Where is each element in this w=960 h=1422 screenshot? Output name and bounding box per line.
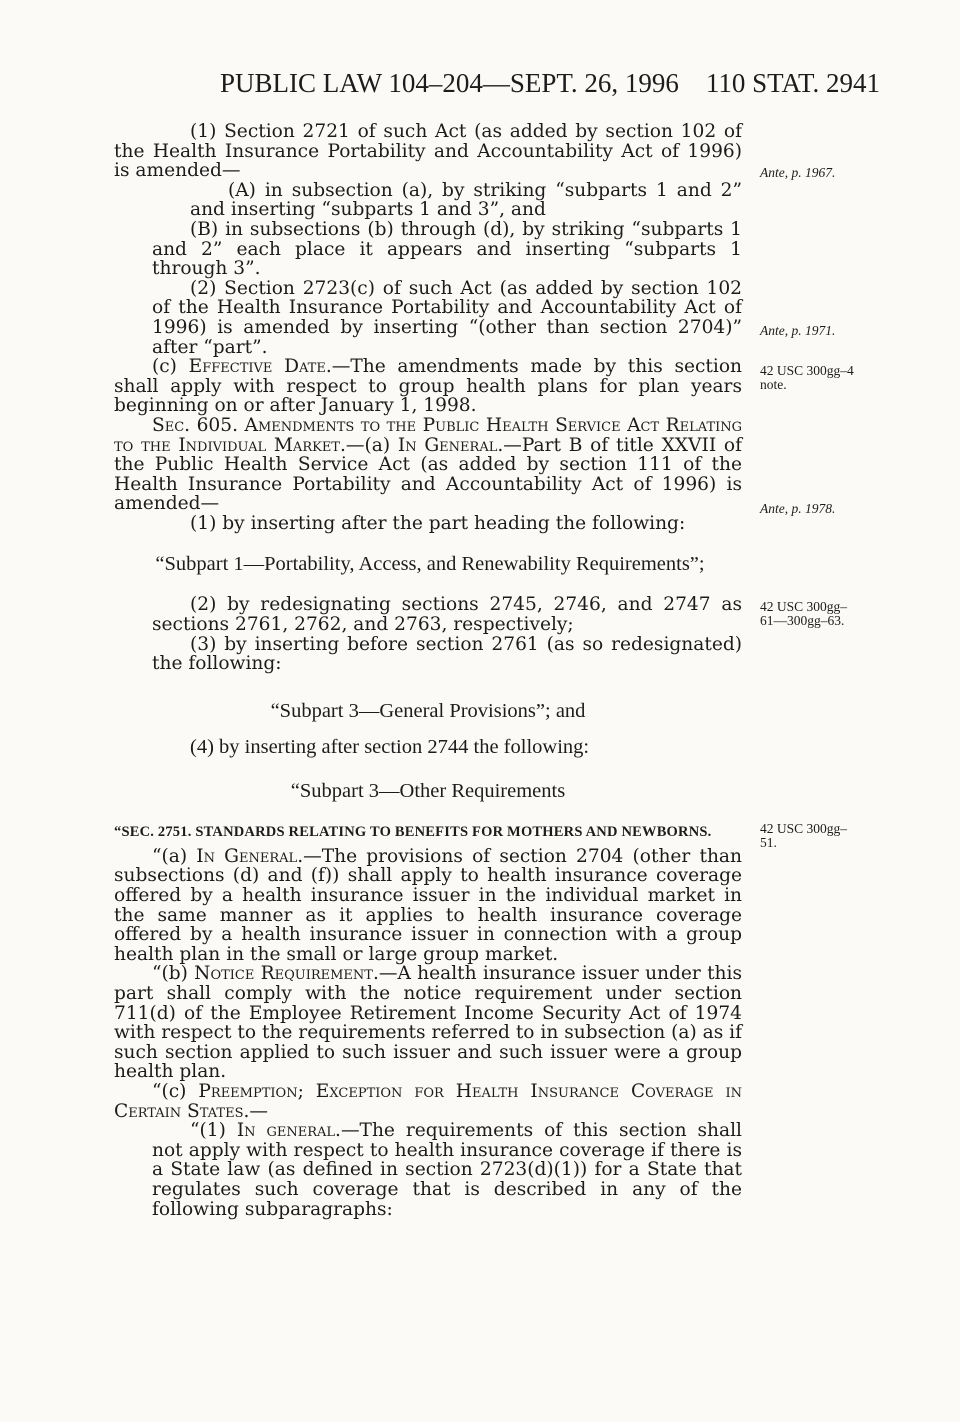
section-2751-heading: “SEC. 2751. STANDARDS RELATING TO BENEFITS FOR MOTHERS AND NEWBORNS. bbox=[114, 823, 712, 840]
item-3: (3) by inserting before section 2761 (as so redesignated) the following: bbox=[152, 633, 742, 675]
sec-2751-b-heading: Notice Requirement bbox=[194, 963, 373, 985]
header-title: PUBLIC LAW 104–204—SEPT. 26, 1996 bbox=[220, 68, 679, 98]
sec-2751-c-1-heading: In general bbox=[236, 1120, 336, 1142]
section-605-a-lead: .—(a) bbox=[339, 434, 398, 456]
subparagraph-1b: (B) in subsections (b) through (d), by striking “subparts 1 and 2” each place it appears and inserting “subparts 1 through 3”. bbox=[152, 218, 742, 280]
margin-note-ante-1971 bbox=[760, 324, 880, 338]
margin-note-text: 61—300gg–63. bbox=[760, 613, 845, 628]
section-605-a-heading: In General bbox=[397, 434, 498, 456]
item-1: (1) by inserting after the part heading the following: bbox=[190, 512, 686, 534]
margin-note-300gg-61 bbox=[760, 600, 880, 628]
sec-2751-c-tail: .— bbox=[243, 1100, 269, 1122]
section-605 bbox=[114, 416, 742, 514]
margin-note-300gg-4 bbox=[760, 364, 880, 392]
sec-2751-a-lead: “(a) bbox=[152, 845, 197, 867]
sec-2751-a-text: .—The provisions of section 2704 (other than subsections (d) and (f)) shall apply to health insurance coverage offered by a health insurance issuer in the individual market in the same manner as it applies to health insurance coverage offered by a health insurance issuer in connection with a group health plan in the small or large group market. bbox=[114, 845, 742, 965]
margin-note-text: Ante, p. 1978. bbox=[760, 501, 836, 516]
paragraph-1: (1) Section 2721 of such Act (as added by section 102 of the Health Insurance Portability and Accountability Act of 1996) is amended— bbox=[114, 121, 742, 182]
margin-note-text: 51. bbox=[760, 835, 777, 850]
margin-note-text: 42 USC 300gg–4 bbox=[760, 363, 854, 378]
sec-2751-a-heading: In General bbox=[196, 845, 298, 867]
subpart-3-general-provisions: “Subpart 3—General Provisions”; and bbox=[270, 699, 586, 722]
statute-body bbox=[114, 122, 742, 1219]
sec-2751-c-1-lead: “(1) bbox=[190, 1120, 237, 1142]
sec-2751-a bbox=[114, 847, 742, 965]
subsection-c-heading: Effective Date bbox=[188, 356, 326, 378]
sec-2751-c-1-text: .—The requirements of this section shall not apply with respect to health insurance coverage if there is a State law (as defined in section 2723(d)(1)) for a State that regulates such coverage that is described in any of the following subparagraphs: bbox=[152, 1120, 742, 1220]
margin-note-text: Ante, p. 1967. bbox=[760, 165, 836, 180]
page-header bbox=[220, 68, 880, 102]
sec-2751-c-heading: Preemption; Exception for Health Insurance Coverage in Certain States bbox=[114, 1080, 742, 1122]
margin-note-300gg-51 bbox=[760, 822, 880, 850]
section-605-text: .—Part B of title XXVII of the Public Health Service Act (as added by section 111 of the Health Insurance Portability and Accountability Act of 1996) is amended— bbox=[114, 434, 742, 515]
section-605-lead: Sec. 605. bbox=[152, 414, 245, 436]
sec-2751-b-lead: “(b) bbox=[152, 963, 195, 985]
margin-note-text: 42 USC 300gg– bbox=[760, 821, 848, 836]
subsection-c-lead: (c) bbox=[152, 356, 189, 378]
sec-2751-b-text: .—A health insurance issuer under this part shall comply with the notice requirement under section 711(d) of the Employee Retirement Income Security Act of 1974 with respect to the requirements referred to in subsection (a) as if such section applied to such issuer and such issuer were a group health plan. bbox=[114, 963, 743, 1083]
margin-note-text: 42 USC 300gg– bbox=[760, 599, 848, 614]
margin-note-ante-1978 bbox=[760, 502, 880, 516]
sec-2751-c bbox=[114, 1082, 742, 1121]
item-4: (4) by inserting after section 2744 the following: bbox=[190, 735, 590, 758]
sec-2751-b bbox=[114, 964, 742, 1082]
sec-2751-c-1 bbox=[114, 1121, 742, 1219]
paragraph-2: (2) Section 2723(c) of such Act (as added by section 102 of the Health Insurance Portability and Accountability Act of 1996) is amended by inserting “(other than section 2704)” after “part”. bbox=[152, 277, 742, 358]
subpart-3-other-requirements: “Subpart 3—Other Requirements bbox=[290, 779, 566, 802]
subpart-1-heading: “Subpart 1—Portability, Access, and Renewability Requirements”; bbox=[155, 553, 705, 576]
margin-note-ante-1967 bbox=[760, 166, 880, 180]
subsection-c-text: .—The amendments made by this section shall apply with respect to group health plans for plan years beginning on or after January 1, 1998. bbox=[114, 356, 742, 417]
header-stat-page: 110 STAT. 2941 bbox=[705, 68, 880, 98]
subparagraph-1a: (A) in subsection (a), by striking “subparts 1 and 2” and inserting “subparts 1 and 3”, and bbox=[190, 179, 742, 221]
section-605-heading: Amendments to the Public Health Service Act Relating to the Individual Market bbox=[114, 414, 743, 456]
margin-note-text: Ante, p. 1971. bbox=[760, 323, 836, 338]
subsection-c-effective-date bbox=[114, 357, 742, 416]
margin-note-text: note. bbox=[760, 377, 787, 392]
item-2: (2) by redesignating sections 2745, 2746, and 2747 as sections 2761, 2762, and 2763, respectively; bbox=[152, 594, 742, 636]
sec-2751-c-lead: “(c) bbox=[152, 1080, 199, 1102]
